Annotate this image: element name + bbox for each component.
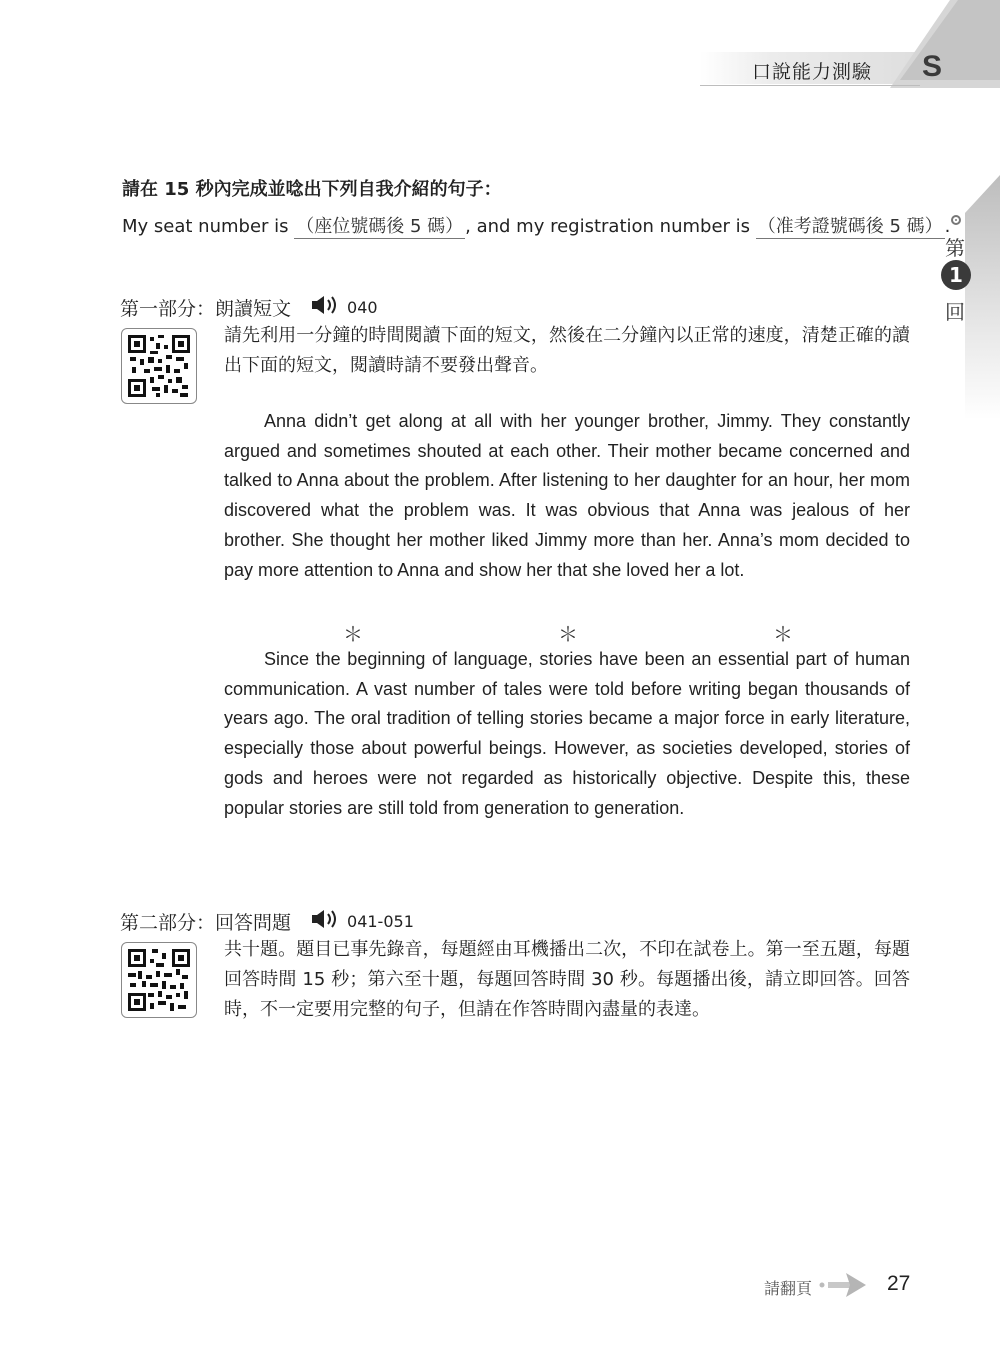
seat-number-blank: （座位號碼後 5 碼）	[294, 212, 465, 239]
intro-sentence	[122, 212, 950, 239]
separator-star-2: ＊	[558, 622, 578, 646]
round-label-bottom: 回	[945, 300, 965, 324]
corner-decoration	[890, 0, 1000, 88]
side-tab-dot	[951, 215, 961, 225]
separator-star-1: ＊	[343, 622, 363, 646]
part2-track-number: 041-051	[347, 912, 414, 931]
sentence-end: .	[944, 216, 951, 237]
separator-star-3: ＊	[773, 622, 793, 646]
part2-qr-code[interactable]	[121, 942, 197, 1018]
speaker-icon[interactable]	[311, 909, 339, 934]
registration-number-blank: （准考證號碼後 5 碼）	[756, 212, 945, 239]
part1-qr-code[interactable]	[121, 328, 197, 404]
turn-page-label: 請翻頁	[764, 1279, 813, 1298]
header-divider	[700, 85, 920, 86]
part1-instructions: 請先利用一分鐘的時間閱讀下面的短文，然後在二分鐘內以正常的速度，清楚正確的讀出下面的短文，閱讀時請不要發出聲音。	[224, 325, 910, 376]
part1-heading: 第一部分：朗讀短文	[120, 298, 292, 320]
part2-heading-row	[120, 908, 414, 935]
seat-prefix: My seat number is	[122, 216, 295, 237]
round-label-top: 第	[945, 236, 965, 260]
passage-1: Anna didn’t get along at all with her younger brother, Jimmy. They constantly argued and sometimes shouted at each other. Their mother became concerned and talked to Anna about the problem. After listening to her daughter for an hour, her mom discovered what the problem was. It was obvious that Anna was jealous of her brother. She thought her mother liked Jimmy more than her. Anna’s mom decided to pay more attention to Anna and show her that she loved her a lot.	[224, 411, 910, 580]
part2-instructions: 共十題。題目已事先錄音，每題經由耳機播出二次，不印在試卷上。第一至五題，每題回答時間 15 秒；第六至十題，每題回答時間 30 秒。每題播出後，請立即回答。回答時，不一定要用完整的句子，但請在作答時間內盡量的表達。	[224, 939, 910, 1020]
part2-heading: 第二部分：回答問題	[120, 912, 292, 934]
section-letter: S	[922, 50, 943, 83]
arrow-right-icon	[818, 1270, 870, 1300]
round-number-badge: 1	[941, 260, 971, 290]
intro-instruction-heading: 請在 15 秒內完成並唸出下列自我介紹的句子：	[122, 179, 502, 200]
header-title: 口說能力測驗	[752, 61, 873, 83]
qr-code-icon	[128, 949, 190, 1011]
passage-2: Since the beginning of language, stories have been an essential part of human communication. A vast number of tales were told before writing began thousands of years ago. The oral tradition of telling stories became a major force in early literature, especially those about powerful beings. However, as societies developed, stories of gods and heroes were not regarded as historically objective. Despite this, these popular stories are still told from generation to generation.	[224, 649, 910, 818]
page-number: 27	[887, 1272, 911, 1295]
speaker-icon[interactable]	[311, 295, 339, 320]
registration-prefix: , and my registration number is	[465, 216, 756, 237]
qr-code-icon	[128, 335, 190, 397]
part1-heading-row	[120, 294, 378, 321]
part1-track-number: 040	[347, 298, 378, 317]
